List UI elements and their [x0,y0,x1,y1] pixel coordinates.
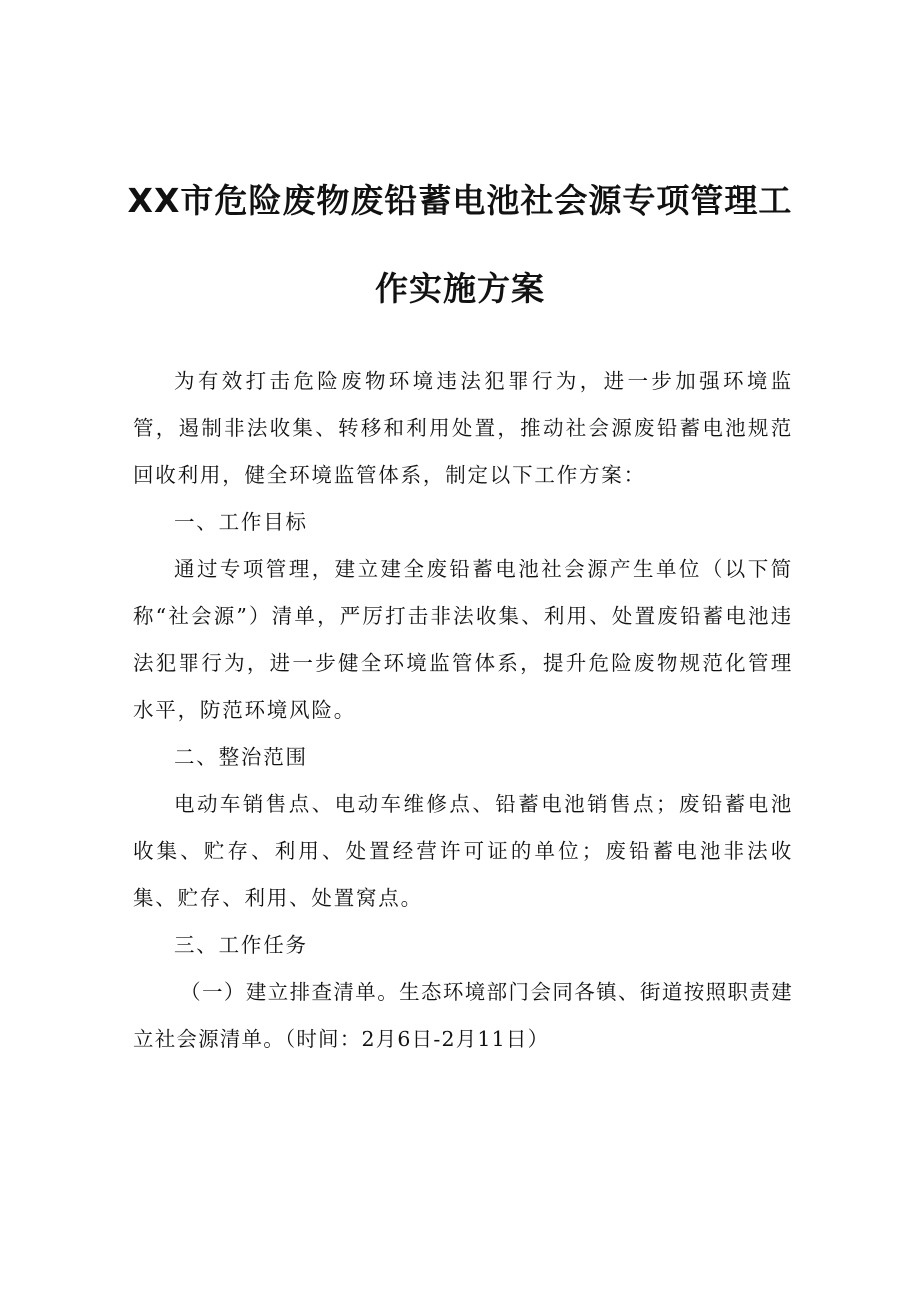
intro-paragraph: 为有效打击危险废物环境违法犯罪行为，进一步加强环境监管，遏制非法收集、转移和利用处置，推动社会源废铅蓄电池规范回收利用，健全环境监管体系，制定以下工作方案： [133,369,793,487]
document-body [133,358,793,1063]
section-2-paragraph: 电动车销售点、电动车维修点、铅蓄电池销售点；废铅蓄电池收集、贮存、利用、处置经营许可证的单位；废铅蓄电池非法收集、贮存、利用、处置窝点。 [133,792,793,910]
section-3-item-1: （一）建立排查清单。生态环境部门会同各镇、街道按照职责建立社会源清单。（时间：2月6日-2月11日） [133,980,793,1051]
section-3-heading: 三、工作任务 [174,933,308,957]
section-1-heading: 一、工作目标 [174,510,308,534]
document-title-line-2: 作实施方案 [375,269,545,308]
section-2-heading: 二、整治范围 [174,745,308,769]
document-title-line-1: XX市危险废物废铅蓄电池社会源专项管理工 [127,181,793,220]
section-1-paragraph: 通过专项管理，建立建全废铅蓄电池社会源产生单位（以下简称“社会源”）清单，严厉打击非法收集、利用、处置废铅蓄电池违法犯罪行为，进一步健全环境监管体系，提升危险废物规范化管理水平，防范环境风险。 [133,557,793,722]
